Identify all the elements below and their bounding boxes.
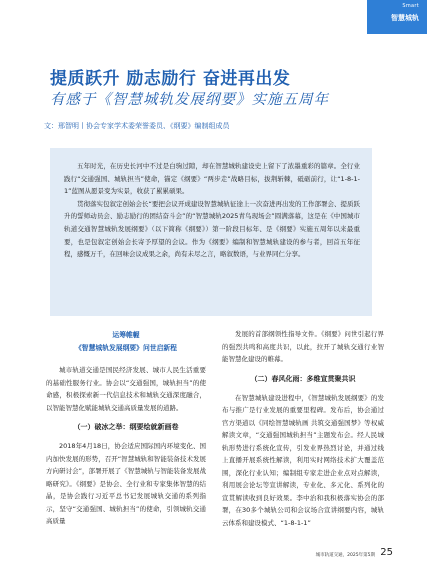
section-heading-line1: 运筹帷幄 xyxy=(112,331,140,339)
abstract-box xyxy=(50,148,372,316)
left-column xyxy=(46,328,206,528)
section-tab xyxy=(367,0,427,34)
right-paragraph-1: 发展的首部纲领性指导文件。《纲要》问世引起行界的强烈共鸣和高度共识，以此，拉开了城轨交通行业智能智慧化建设的帷幕。 xyxy=(222,330,384,363)
section-tab-label-cn: 智慧城轨 xyxy=(391,14,419,22)
left-paragraph-2: 2018年4月18日，协会适应国际国内环境变化、国内加快发展的形势，召开“智慧城轨和智能装备技术发展方向研讨会”，部署开展了《智慧城轨与智能装备发展战略研究》。《纲要》是协会、全行业和专家集体智慧的结晶，是协会践行习近平总书记发展城轨交通的系列指示，坚守“交通强国、城轨担当”的使命，引领城轨交通高质量 xyxy=(46,442,206,525)
right-paragraph-2: 在智慧城轨建设进程中，《智慧城轨发展纲要》的发布与推广是行业发展的重要里程碑。发布后，协会通过官方渠道以《同绘智慧城轨画 共筑交通强国梦》等权威解读文章，“交通强国城轨担当”主题发布会。经人民城轨形势进行系统化宣传，引发业界热烈讨论，并通过线上直播开展系统性解读，利用实时网络技术扩大覆盖范围，深化行业认知；编制组专家走进企业点对点解读，利用展会论坛等宣讲解读，专业化、多元化、系列化的宣贯解读收到良好效果。李中治和我积极落实协会的部署，在30多个城轨公司和会议场合宣讲纲要内容，城轨云体系和建设模式、“1-8-1-1” xyxy=(222,393,384,527)
author-byline: 文：邢智明丨协会专家学术委荣誉委员、《纲要》编制组成员 xyxy=(44,122,230,130)
left-subheading: （一）破冰之举：纲要绘就新画卷 xyxy=(73,423,179,431)
section-heading-line2: 《智慧城轨发展纲要》问世启新程 xyxy=(75,344,177,352)
left-paragraph-1: 城市轨道交通是国民经济发展、城市人民生活重要的基础性服务行业。协会以“交通强国，城轨担当”的使命感，积极探索新一代信息技术和城轨交通深度融合，以智能智慧化赋能城轨交通高质量发展的道路。 xyxy=(46,366,206,412)
section-tab-label-en: Smart xyxy=(402,3,419,9)
article-title: 提质跃升 励志励行 奋进再出发 xyxy=(50,69,291,89)
journal-footer: 城市轨道交通，2025年第5期 xyxy=(315,553,375,558)
right-subheading: （二）春风化雨：多维宣贯聚共识 xyxy=(250,374,356,383)
abstract-paragraph-2: 贯彻落实包叙定创始会长“要把会议开成建设智慧城轨征途上一次奋进再出发的工作部署会、提质跃升的誓师动员会、励志励行的团结奋斗会”的“智慧城轨2025青鸟现场会”圆满落幕，这是在《中国城市轨道交通智慧城轨发展纲要》（以下简称《纲要》）第一阶段目标年、是《纲要》实施五周年以来最重要，也是包叙定创始会长寄予厚望的会议。作为《纲要》编制和智慧城轨建设的参与者，回首五年征程，感慨万千，在回味会议成果之余，尚有未尽之言，略叙数语，与业界同仁分享。 xyxy=(64,199,360,259)
right-column xyxy=(222,328,384,529)
page-number: 25 xyxy=(380,547,393,558)
abstract-paragraph-1: 五年时光，在历史长河中不过是白驹过隙，却在智慧城轨建设史上留下了浓墨重彩的篇章。全行业践行“交通强国、城轨担当”使命，锚定《纲要》“两步走”战略目标，拔荆斩棘，砥砺前行，让“1-8-1-1”蓝图从愿景变为实景，收获了累累硕果。 xyxy=(64,162,360,196)
article-subtitle: 有感于《智慧城轨发展纲要》实施五周年 xyxy=(50,92,329,108)
